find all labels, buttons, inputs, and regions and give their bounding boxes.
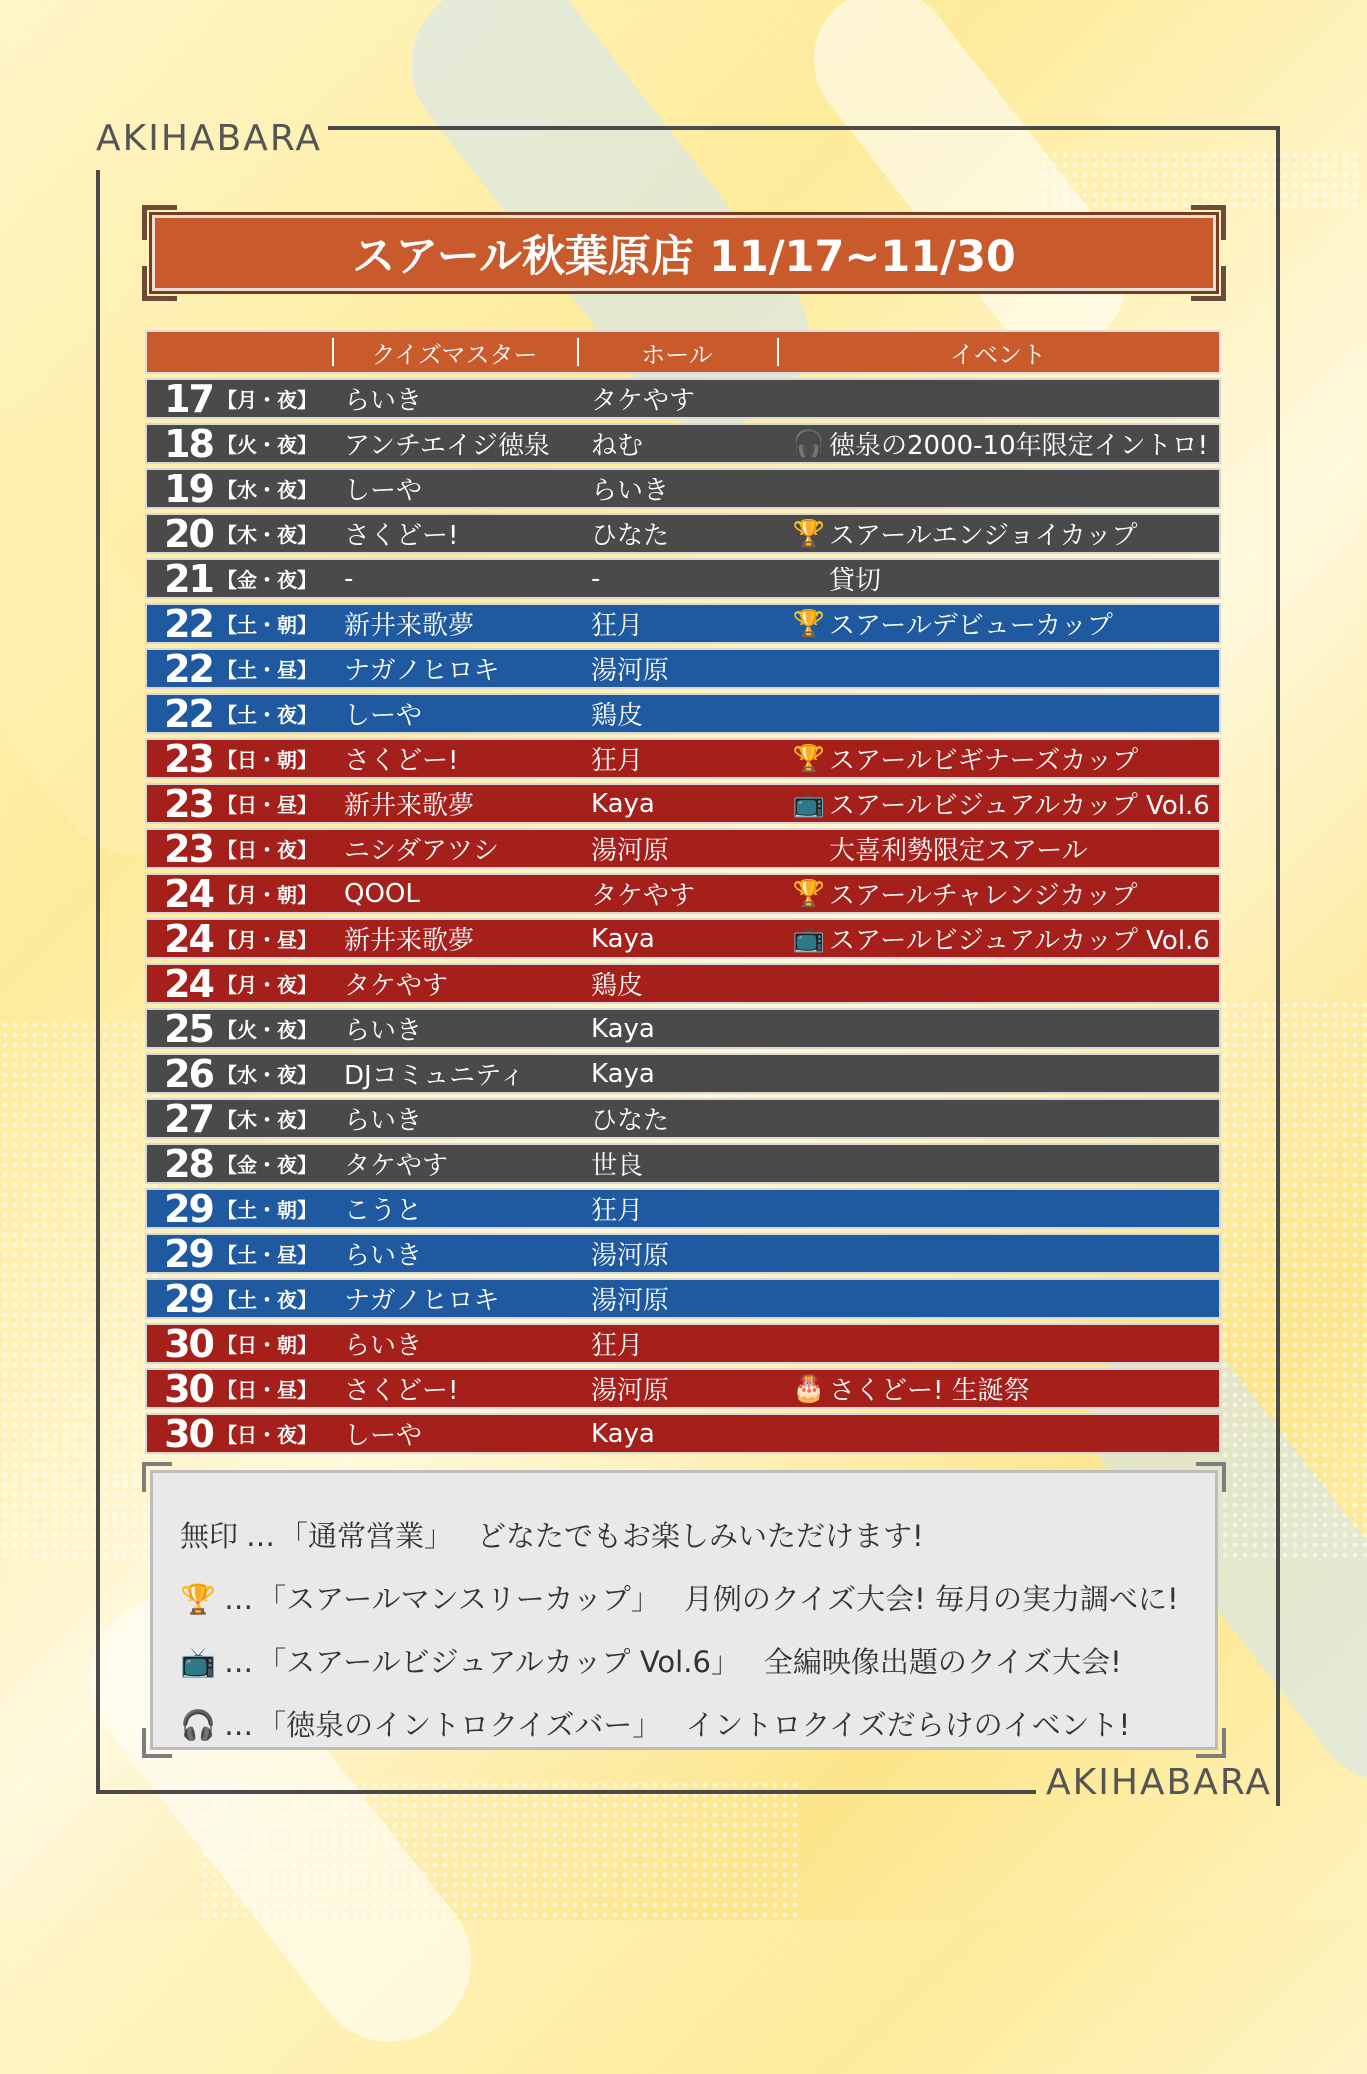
legend-name: 「通常営業」 (279, 1519, 454, 1553)
day-cell: 29 (164, 1186, 213, 1231)
day-cell: 21 (164, 556, 213, 601)
legend-name: 「スアールビジュアルカップ Vol.6」 (257, 1645, 740, 1679)
event-cell: 大喜利勢限定スアール (829, 836, 1088, 866)
quizmaster-cell: らいき (344, 386, 423, 416)
slot-cell: 【土・朝】 (217, 1198, 317, 1222)
hall-cell: 世良 (591, 1151, 644, 1181)
legend-item (180, 1703, 1130, 1744)
event-icon: 🎧 (792, 428, 826, 459)
frame-left (96, 170, 100, 1792)
legend-dots: … (224, 1582, 254, 1616)
table-row (145, 378, 1221, 419)
table-row (145, 1233, 1221, 1274)
quizmaster-cell: さくどー! (344, 746, 459, 776)
frame-bottom (96, 1790, 1036, 1794)
quizmaster-cell: タケやす (344, 971, 449, 1001)
table-row (145, 1413, 1221, 1454)
table-row (145, 1188, 1221, 1229)
day-cell: 24 (164, 871, 213, 916)
legend-name: 「徳泉のイントロクイズバー」 (257, 1708, 662, 1742)
table-row (145, 828, 1221, 869)
day-cell: 25 (164, 1006, 213, 1051)
legend-dots: … (224, 1708, 254, 1742)
quizmaster-cell: さくどー! (344, 521, 459, 551)
slot-cell: 【日・昼】 (217, 793, 317, 817)
event-icon: 📺 (792, 788, 826, 819)
bg-dots (1220, 1000, 1367, 1560)
header-hall: ホール (577, 332, 777, 372)
hall-cell: 鶏皮 (591, 701, 644, 731)
quizmaster-cell: 新井来歌夢 (344, 611, 475, 641)
event-cell: 徳泉の2000-10年限定イントロ! (829, 431, 1209, 461)
slot-cell: 【月・夜】 (217, 973, 317, 997)
day-cell: 27 (164, 1096, 213, 1141)
table-row (145, 1098, 1221, 1139)
table-row (145, 558, 1221, 599)
table-row (145, 1278, 1221, 1319)
event-cell: スアールビジュアルカップ Vol.6 (829, 926, 1210, 956)
hall-cell: 湯河原 (591, 656, 670, 686)
quizmaster-cell: ナガノヒロキ (344, 1286, 500, 1316)
quizmaster-cell: らいき (344, 1331, 423, 1361)
frame-right (1276, 126, 1280, 1806)
brand-top: AKIHABARA (96, 118, 323, 159)
table-row (145, 1143, 1221, 1184)
table-row (145, 1008, 1221, 1049)
slot-cell: 【火・夜】 (217, 433, 317, 457)
hall-cell: ねむ (591, 431, 644, 461)
event-cell: さくどー! 生誕祭 (829, 1376, 1030, 1406)
hall-cell: タケやす (591, 881, 696, 911)
slot-cell: 【月・昼】 (217, 928, 317, 952)
hall-cell: 湯河原 (591, 1241, 670, 1271)
quizmaster-cell: アンチエイジ徳泉 (344, 431, 550, 461)
slot-cell: 【月・朝】 (217, 883, 317, 907)
slot-cell: 【金・夜】 (217, 1153, 317, 1177)
quizmaster-cell: こうと (344, 1196, 423, 1226)
hall-cell: Kaya (591, 788, 655, 819)
legend-mark: 無印 (180, 1519, 239, 1553)
table-row (145, 1368, 1221, 1409)
slot-cell: 【日・朝】 (217, 748, 317, 772)
event-cell: 貸切 (829, 566, 882, 596)
table-row (145, 1323, 1221, 1364)
slot-cell: 【土・昼】 (217, 1243, 317, 1267)
event-cell: スアールビジュアルカップ Vol.6 (829, 791, 1210, 821)
day-cell: 23 (164, 781, 213, 826)
legend-mark: 🎧 (180, 1708, 217, 1742)
hall-cell: ひなた (591, 1106, 670, 1136)
day-cell: 17 (164, 376, 213, 421)
legend-desc: どなたでもお楽しみいただけます! (477, 1519, 924, 1553)
event-icon: 🏆 (792, 518, 826, 549)
legend-mark: 🏆 (180, 1582, 217, 1616)
legend-corner (142, 1462, 172, 1492)
legend-desc: 月例のクイズ大会! 毎月の実力調べに! (683, 1582, 1179, 1616)
slot-cell: 【日・夜】 (217, 838, 317, 862)
day-cell: 23 (164, 736, 213, 781)
table-row (145, 648, 1221, 689)
legend-desc: イントロクイズだらけのイベント! (685, 1708, 1131, 1742)
quizmaster-cell: しーや (344, 476, 423, 506)
slot-cell: 【木・夜】 (217, 1108, 317, 1132)
hall-cell: 狂月 (591, 746, 644, 776)
page-title: スアール秋葉原店 11/17~11/30 (152, 215, 1216, 291)
hall-cell: Kaya (591, 1418, 655, 1449)
quizmaster-cell: らいき (344, 1016, 423, 1046)
table-row (145, 513, 1221, 554)
table-row (145, 783, 1221, 824)
table-row (145, 738, 1221, 779)
legend-dots: … (224, 1645, 254, 1679)
day-cell: 30 (164, 1411, 213, 1456)
day-cell: 24 (164, 916, 213, 961)
header-date (147, 332, 332, 372)
legend-mark: 📺 (180, 1645, 217, 1679)
hall-cell: Kaya (591, 1058, 655, 1089)
table-row (145, 693, 1221, 734)
event-icon: 🎂 (792, 1373, 826, 1404)
quizmaster-cell: しーや (344, 701, 423, 731)
slot-cell: 【日・夜】 (217, 1423, 317, 1447)
hall-cell: 狂月 (591, 1196, 644, 1226)
frame-top (328, 126, 1278, 130)
legend-name: 「スアールマンスリーカップ」 (257, 1582, 660, 1616)
day-cell: 24 (164, 961, 213, 1006)
legend-corner (142, 1728, 172, 1758)
slot-cell: 【火・夜】 (217, 1018, 317, 1042)
hall-cell: 鶏皮 (591, 971, 644, 1001)
event-icon: 🏆 (792, 878, 826, 909)
hall-cell: 湯河原 (591, 836, 670, 866)
header-master: クイズマスター (332, 332, 577, 372)
hall-cell: - (591, 563, 601, 594)
table-row (145, 423, 1221, 464)
slot-cell: 【水・夜】 (217, 478, 317, 502)
event-icon: 🏆 (792, 743, 826, 774)
hall-cell: 狂月 (591, 611, 644, 641)
day-cell: 28 (164, 1141, 213, 1186)
event-icon: 📺 (792, 923, 826, 954)
hall-cell: Kaya (591, 923, 655, 954)
day-cell: 22 (164, 601, 213, 646)
table-row (145, 603, 1221, 644)
legend-corner (1196, 1728, 1226, 1758)
quizmaster-cell: ナガノヒロキ (344, 656, 500, 686)
table-row (145, 918, 1221, 959)
hall-cell: 湯河原 (591, 1286, 670, 1316)
schedule-table (145, 330, 1221, 1454)
day-cell: 30 (164, 1321, 213, 1366)
day-cell: 22 (164, 646, 213, 691)
slot-cell: 【木・夜】 (217, 523, 317, 547)
slot-cell: 【土・昼】 (217, 658, 317, 682)
event-cell: スアールチャレンジカップ (829, 881, 1138, 911)
hall-cell: ひなた (591, 521, 670, 551)
day-cell: 22 (164, 691, 213, 736)
slot-cell: 【金・夜】 (217, 568, 317, 592)
table-header (145, 330, 1221, 374)
day-cell: 23 (164, 826, 213, 871)
legend-corner (1196, 1462, 1226, 1492)
quizmaster-cell: ニシダアツシ (344, 836, 499, 866)
table-row (145, 873, 1221, 914)
day-cell: 30 (164, 1366, 213, 1411)
quizmaster-cell: らいき (344, 1241, 423, 1271)
bg-dots (200, 1780, 800, 1920)
slot-cell: 【土・朝】 (217, 613, 317, 637)
table-row (145, 468, 1221, 509)
slot-cell: 【日・朝】 (217, 1333, 317, 1357)
slot-cell: 【水・夜】 (217, 1063, 317, 1087)
quizmaster-cell: タケやす (344, 1151, 449, 1181)
day-cell: 29 (164, 1276, 213, 1321)
event-cell: スアールデビューカップ (829, 611, 1113, 641)
quizmaster-cell: - (344, 563, 354, 594)
legend-item (180, 1577, 1179, 1618)
day-cell: 20 (164, 511, 213, 556)
slot-cell: 【土・夜】 (217, 1288, 317, 1312)
hall-cell: タケやす (591, 386, 696, 416)
slot-cell: 【日・昼】 (217, 1378, 317, 1402)
quizmaster-cell: 新井来歌夢 (344, 926, 475, 956)
legend-desc: 全編映像出題のクイズ大会! (763, 1645, 1122, 1679)
quizmaster-cell: QOOL (344, 878, 420, 909)
legend-dots: … (246, 1519, 276, 1553)
hall-cell: 湯河原 (591, 1376, 670, 1406)
event-icon: 🏆 (792, 608, 826, 639)
table-row (145, 1053, 1221, 1094)
quizmaster-cell: さくどー! (344, 1376, 459, 1406)
event-cell: スアールエンジョイカップ (829, 521, 1138, 551)
legend-item (180, 1640, 1122, 1681)
bg-dots (0, 1020, 160, 1560)
legend (142, 1462, 1226, 1758)
header-event: イベント (777, 332, 1219, 372)
slot-cell: 【月・夜】 (217, 388, 317, 412)
hall-cell: 狂月 (591, 1331, 644, 1361)
quizmaster-cell: 新井来歌夢 (344, 791, 475, 821)
day-cell: 26 (164, 1051, 213, 1096)
bg-dots (1040, 150, 1360, 210)
table-body (145, 378, 1221, 1454)
quizmaster-cell: DJコミュニティ (344, 1061, 526, 1091)
day-cell: 19 (164, 466, 213, 511)
table-row (145, 963, 1221, 1004)
quizmaster-cell: しーや (344, 1421, 423, 1451)
slot-cell: 【土・夜】 (217, 703, 317, 727)
title-banner (142, 205, 1226, 301)
legend-item (180, 1514, 924, 1555)
day-cell: 29 (164, 1231, 213, 1276)
brand-bottom: AKIHABARA (1046, 1762, 1273, 1803)
hall-cell: らいき (591, 476, 670, 506)
hall-cell: Kaya (591, 1013, 655, 1044)
quizmaster-cell: らいき (344, 1106, 423, 1136)
day-cell: 18 (164, 421, 213, 466)
event-cell: スアールビギナーズカップ (829, 746, 1139, 776)
